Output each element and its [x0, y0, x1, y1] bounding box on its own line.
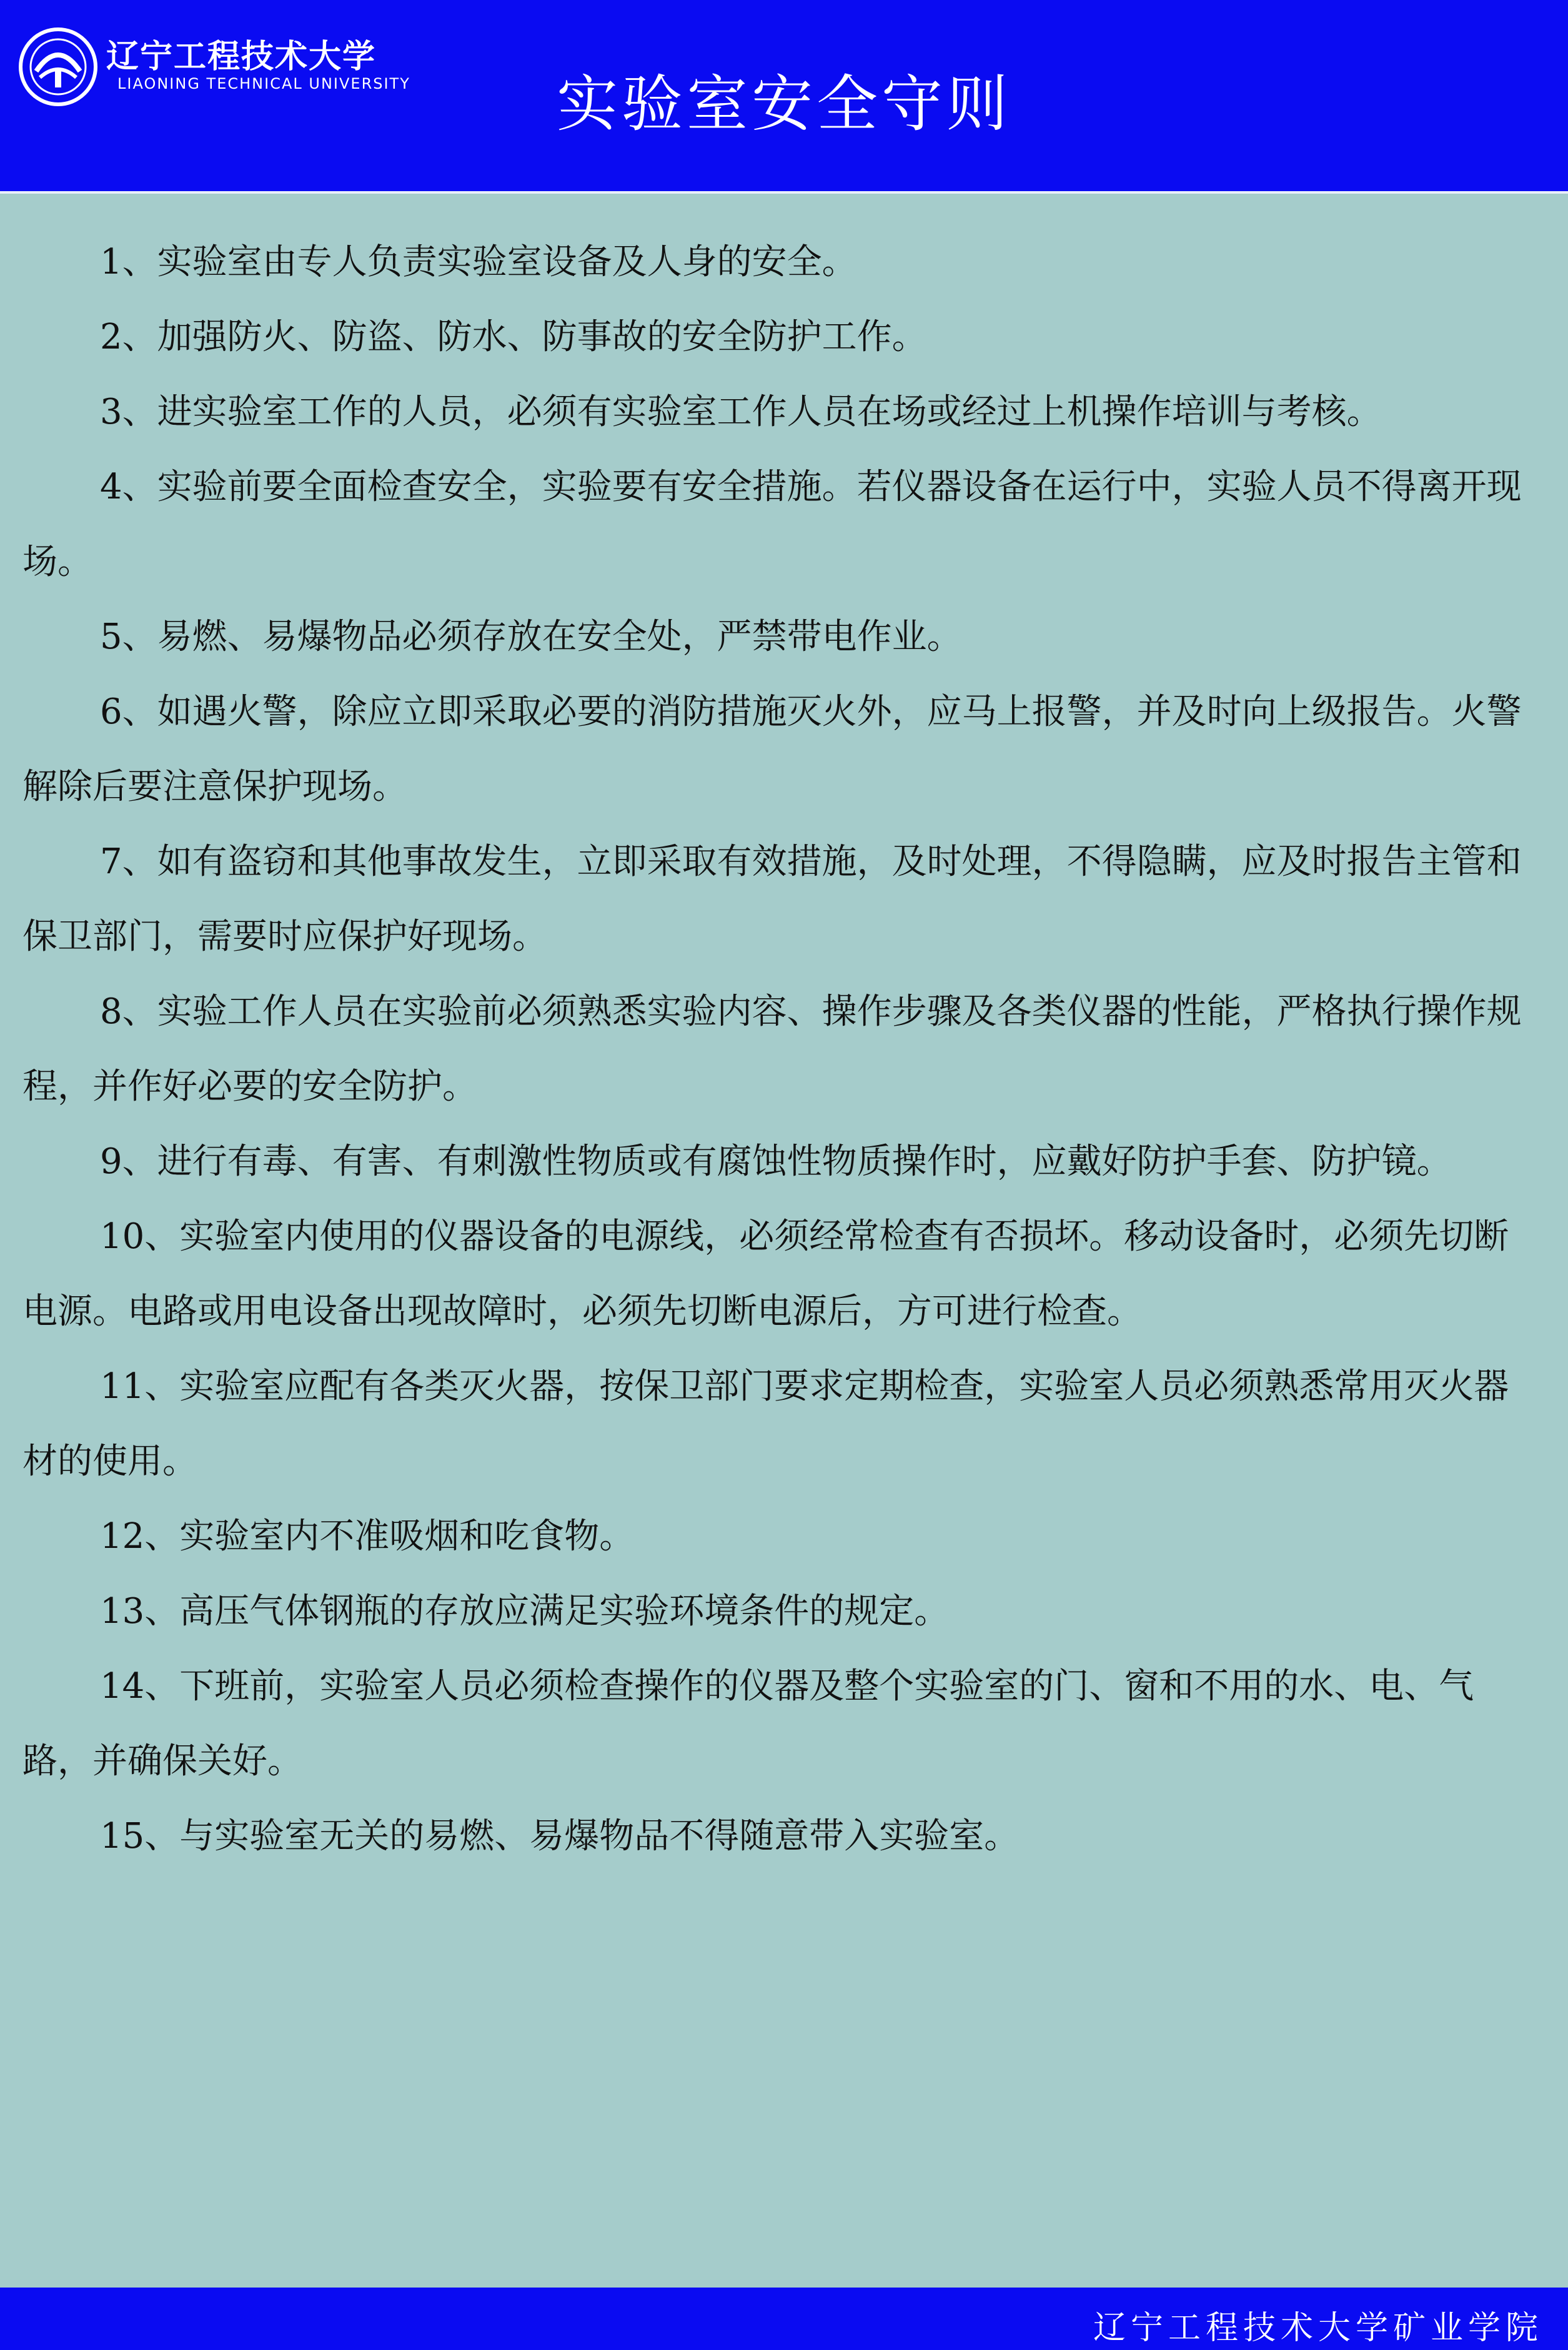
rule-item: 9、进行有毒、有害、有刺激性物质或有腐蚀性物质操作时，应戴好防护手套、防护镜。 [100, 1141, 1452, 1182]
rule-item: 1、实验室由专人负责实验室设备及人身的安全。 [100, 242, 857, 282]
university-name-cn: 辽宁工程技术大学 [106, 38, 377, 76]
rule-item: 7、如有盗窃和其他事故发生，立即采取有效措施，及时处理，不得隐瞒，应及时报告主管和保卫部门，需要时应保护好现场。 [22, 841, 1522, 957]
rule-item: 12、实验室内不准吸烟和吃食物。 [100, 1516, 635, 1557]
rule-item: 8、实验工作人员在实验前必须熟悉实验内容、操作步骤及各类仪器的性能，严格执行操作规程，并作好必要的安全防护。 [22, 991, 1522, 1107]
rule-item: 15、与实验室无关的易燃、易爆物品不得随意带入实验室。 [100, 1816, 1020, 1857]
rule-item: 3、进实验室工作的人员，必须有实验室工作人员在场或经过上机操作培训与考核。 [100, 392, 1382, 432]
header-banner [0, 0, 1568, 194]
rule-item: 10、实验室内使用的仪器设备的电源线，必须经常检查有否损坏。移动设备时，必须先切断电源。电路或用电设备出现故障时，必须先切断电源后，方可进行检查。 [22, 1216, 1509, 1332]
rule-item: 13、高压气体钢瓶的存放应满足实验环境条件的规定。 [100, 1591, 950, 1632]
footer-institution: 辽宁工程技术大学矿业学院 [1093, 2309, 1543, 2347]
page-title: 实验室安全守则 [556, 69, 1011, 140]
rule-item: 6、如遇火警，除应立即采取必要的消防措施灭火外，应马上报警，并及时向上级报告。火警解除后要注意保护现场。 [22, 692, 1522, 807]
rules-list [22, 225, 1534, 1874]
rule-item: 11、实验室应配有各类灭火器，按保卫部门要求定期检查，实验室人员必须熟悉常用灭火器材的使用。 [22, 1366, 1509, 1482]
university-name-en: LIAONING TECHNICAL UNIVERSITY [117, 75, 410, 92]
rule-item: 14、下班前，实验室人员必须检查操作的仪器及整个实验室的门、窗和不用的水、电、气路，并确保关好。 [22, 1666, 1474, 1782]
footer-banner [0, 2288, 1568, 2350]
rule-item: 2、加强防火、防盗、防水、防事故的安全防护工作。 [100, 317, 927, 357]
rule-item: 4、实验前要全面检查安全，实验要有安全措施。若仪器设备在运行中，实验人员不得离开现场。 [22, 467, 1522, 582]
rule-item: 5、易燃、易爆物品必须存放在安全处，严禁带电作业。 [100, 617, 962, 657]
